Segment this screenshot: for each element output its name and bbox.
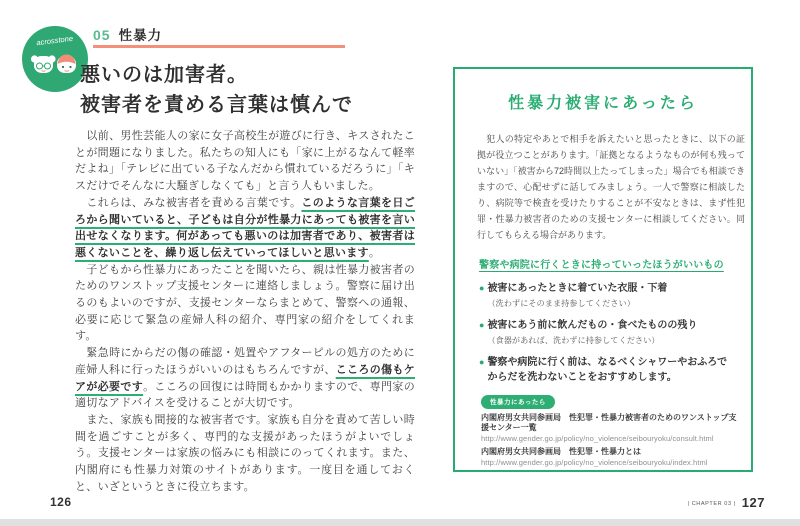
bullet-item (479, 281, 741, 309)
info-box (453, 67, 753, 472)
text-run: また、家族も間接的な被害者です。家族も自分を責めて苦しい時間を過ごすことが多く、専門的な支援があったほうがよいでしょう。支援センターは家族の悩みにも相談にのってくれます。また、内閣府にも性暴力対策のサイトがあります。一度目を通しておくと、いざというときに役立ちます。 (75, 413, 415, 493)
bullet-item (479, 355, 741, 385)
reference-url: http://www.gender.go.jp/policy/no_violence/seibouryoku/consult.html (481, 434, 714, 443)
logo-text: acrosstone (35, 33, 74, 48)
paragraph (75, 195, 415, 262)
info-box-subheading: 警察や病院に行くときに持っていったほうがいいもの (479, 260, 724, 271)
page-title-line1: 悪いのは加害者。 (80, 64, 248, 86)
bullet-text: 警察や病院に行く前は、なるべくシャワーやおふろでからだを洗わないことをおすすめします。 (487, 357, 728, 383)
chapter-rule (93, 45, 345, 48)
text-run: 。 (368, 246, 381, 259)
text-run: 緊急時にからだの傷の確認・処置やアフターピルの処方のために産婦人科に行ったほうがいいのはもちろんですが、 (75, 347, 415, 376)
page-number-left: 126 (50, 495, 72, 509)
acrosstone-logo (22, 26, 88, 92)
bullet-dot-icon: ● (479, 320, 485, 330)
bullet-note: （食器があれば、洗わずに持参してください） (487, 336, 660, 345)
footer-right (640, 494, 765, 512)
text-run: 子どもから性暴力にあったことを聞いたら、親は性暴力被害者のためのワンストップ支援センターに連絡しましょう。警察に届け出るのもよいのですが、支援センターならまとめて、警察への通報、必要に応じて緊急の産婦人科の紹介、専門家の紹介をしてくれます。 (75, 263, 415, 343)
page-edge (0, 519, 800, 526)
info-box-heading: 性暴力被害にあったら (508, 95, 698, 112)
body-text (75, 128, 415, 495)
chapter-title: 性暴力 (118, 28, 163, 43)
mascot-icon (22, 26, 88, 92)
bullet-list (479, 281, 741, 385)
reference-title: 内閣府男女共同参画局 性犯罪・性暴力とは (481, 447, 641, 456)
bullet-dot-icon: ● (479, 283, 485, 293)
reference-url: http://www.gender.go.jp/policy/no_violence/seibouryoku/index.html (481, 458, 708, 467)
reference-badge: 性暴力にあったら (481, 395, 555, 409)
paragraph (75, 345, 415, 412)
bullet-text: 被害にあう前に飲んだもの・食べたものの残り (487, 320, 698, 331)
reference-block (481, 391, 741, 467)
info-box-intro: 犯人の特定やあとで相手を訴えたいと思ったときに、以下の証拠が役立つことがあります。「証拠となるようなものが何も残っていない」「被害から72時間以上たってしまった」場合でも相談できますので、心配せずに話してみましょう。一人で警察に相談したり、病院等で検査を受けたりすることが不安なときは、まず性犯罪・性暴力被害者のための支援センターに相談してください。同行してもらえる場合があります。 (477, 134, 745, 240)
reference-title: 内閣府男女共同参画局 性犯罪・性暴力被害者のためのワンストップ支援センター一覧 (481, 413, 737, 432)
chapter-number: 05 (93, 27, 111, 43)
emphasized-text: このような言葉を日ごろから聞いていると、子どもは自分が性暴力にあっても被害を言い出せなくなります。何があっても悪いのは加害者であり、被害者は悪くないことを、繰り返し伝えていってほしいと思います (75, 196, 416, 259)
bullet-text: 被害にあったときに着ていた衣服・下着 (487, 283, 668, 294)
paragraph (75, 128, 415, 195)
text-run: 以前、男性芸能人の家に女子高校生が遊びに行き、キスされたことが問題になりました。私たちの知人にも「家に上がるなんて軽率だよね」「テレビに出ている子なんだから慣れているだろうに」「キスだけでそんなに大騒ぎしなくても」と言う人もいました。 (75, 130, 415, 193)
text-run: 。こころの回復には時間もかかりますので、専門家の適切なアドバイスを受けることが大切です。 (75, 380, 415, 410)
reference-links (481, 413, 741, 467)
emphasized-text: こころの傷もケアが必要です (75, 363, 415, 393)
bullet-dot-icon: ● (479, 357, 485, 367)
page-title-line2: 被害者を責める言葉は慎んで (80, 94, 353, 116)
page-number-right: 127 (741, 495, 765, 510)
chapter-header (93, 24, 162, 44)
paragraph (75, 412, 415, 496)
text-run: これらは、みな被害者を責める言葉です。 (75, 196, 302, 209)
chapter-footer-label: | CHAPTER 03 | (687, 501, 736, 507)
page-title (80, 60, 353, 120)
bullet-note: （洗わずにそのまま持参してください） (487, 299, 636, 308)
paragraph (75, 262, 415, 346)
bullet-item (479, 318, 741, 346)
